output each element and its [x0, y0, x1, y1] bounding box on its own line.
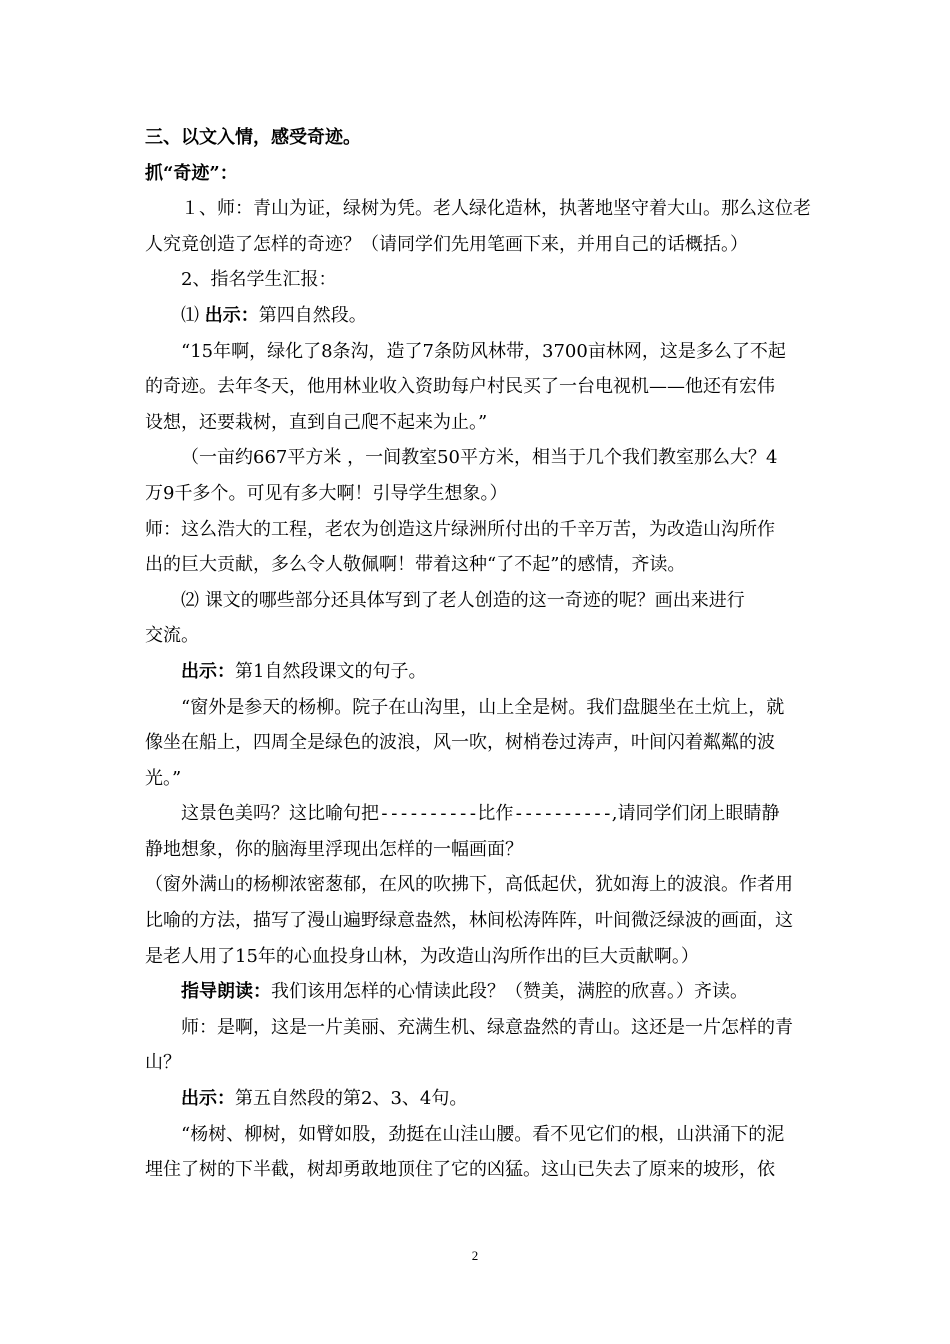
line-text: 第五自然段的第2、3、4句。: [235, 1088, 468, 1110]
line-text: 这景色美吗？这比喻句把: [181, 803, 379, 825]
line-text: 第四自然段。: [258, 304, 367, 326]
paragraph-line: “杨树、柳树，如臂如股，劲挺在山洼山腰。看不见它们的根，山洪涌下的泥: [181, 1123, 785, 1145]
blank-dashes: ----------: [379, 803, 478, 825]
line-text: 第1自然段课文的句子。: [235, 660, 427, 682]
paragraph-line: 2、指名学生汇报：: [181, 269, 337, 291]
line-text: 我们该用怎样的心情读此段？（赞美，满腔的欣喜。）齐读。: [271, 981, 748, 1003]
paragraph-line: １、师：青山为证，绿树为凭。老人绿化造林，执著地坚守着大山。那么这位老: [181, 198, 811, 220]
paragraph-line: 出的巨大贡献，多么令人敬佩啊！带着这种“了不起”的感情，齐读。: [145, 554, 686, 576]
paragraph-line: 是老人用了15年的心血投身山林，为改造山沟所作出的巨大贡献啊。）: [145, 945, 699, 967]
line-text: 比作: [477, 803, 514, 825]
paragraph-line: 万9千多个。可见有多大啊！引导学生想象。）: [145, 482, 508, 504]
section-title: 三、以文入情，感受奇迹。: [145, 127, 361, 148]
paragraph-line: ⑵ 课文的哪些部分还具体写到了老人创造的这一奇迹的呢？画出来进行: [181, 589, 745, 611]
paragraph-line: 师：是啊，这是一片美丽、充满生机、绿意盎然的青山。这还是一片怎样的青: [181, 1016, 793, 1038]
paragraph-line: （窗外满山的杨柳浓密葱郁，在风的吹拂下，高低起伏，犹如海上的波浪。作者用: [145, 874, 793, 896]
paragraph-line: 师：这么浩大的工程，老农为创造这片绿洲所付出的千辛万苦，为改造山沟所作: [145, 518, 775, 540]
line-text: ,请同学们闭上眼睛静: [611, 803, 780, 825]
blank-dashes: ----------: [513, 803, 612, 825]
paragraph-line: 静地想象，你的脑海里浮现出怎样的一幅画面？: [145, 838, 523, 860]
paragraph-line: [145, 654, 807, 690]
paragraph-line: 设想，还要栽树，直到自己爬不起来为止。”: [145, 411, 488, 433]
paragraph-line: 山？: [145, 1052, 181, 1074]
section-subtitle: 抓“奇迹”：: [145, 162, 238, 184]
paragraph-line: 光。”: [145, 767, 182, 789]
paragraph-line: （一亩约667平方米 ，一间教室50平方米，相当于几个我们教室那么大？4: [181, 447, 778, 469]
paragraph-line: [145, 796, 807, 832]
paragraph-line: [145, 974, 807, 1010]
page-number: 2: [471, 1248, 479, 1263]
list-number: ⑴: [181, 304, 205, 326]
paragraph-line: [145, 1081, 807, 1117]
paragraph-line: 埋住了树的下半截，树却勇敢地顶住了它的凶猛。这山已失去了原来的坡形，依: [145, 1159, 775, 1181]
paragraph-line: 交流。: [145, 625, 199, 647]
paragraph-line: “窗外是参天的杨柳。院子在山沟里，山上全是树。我们盘腿坐在土炕上，就: [181, 696, 785, 718]
bold-label: 出示：: [204, 304, 259, 326]
paragraph-line: [145, 298, 807, 334]
bold-label: 出示：: [181, 1088, 235, 1110]
document-body: [145, 120, 811, 1188]
paragraph-line: 比喻的方法，描写了漫山遍野绿意盎然，林间松涛阵阵，叶间微泛绿波的画面，这: [145, 910, 793, 932]
paragraph-line: 的奇迹。去年冬天，他用林业收入资助每户村民买了一台电视机——他还有宏伟: [145, 376, 775, 398]
paragraph-line: 像坐在船上，四周全是绿色的波浪，风一吹，树梢卷过涛声，叶间闪着粼粼的波: [145, 732, 775, 754]
bold-label: 指导朗读：: [181, 981, 271, 1003]
paragraph-line: 人究竟创造了怎样的奇迹？（请同学们先用笔画下来，并用自己的话概括。）: [145, 233, 748, 255]
paragraph-line: “15年啊，绿化了8条沟，造了7条防风林带，3700亩林网，这是多么了不起: [181, 340, 786, 362]
bold-label: 出示：: [181, 660, 235, 682]
